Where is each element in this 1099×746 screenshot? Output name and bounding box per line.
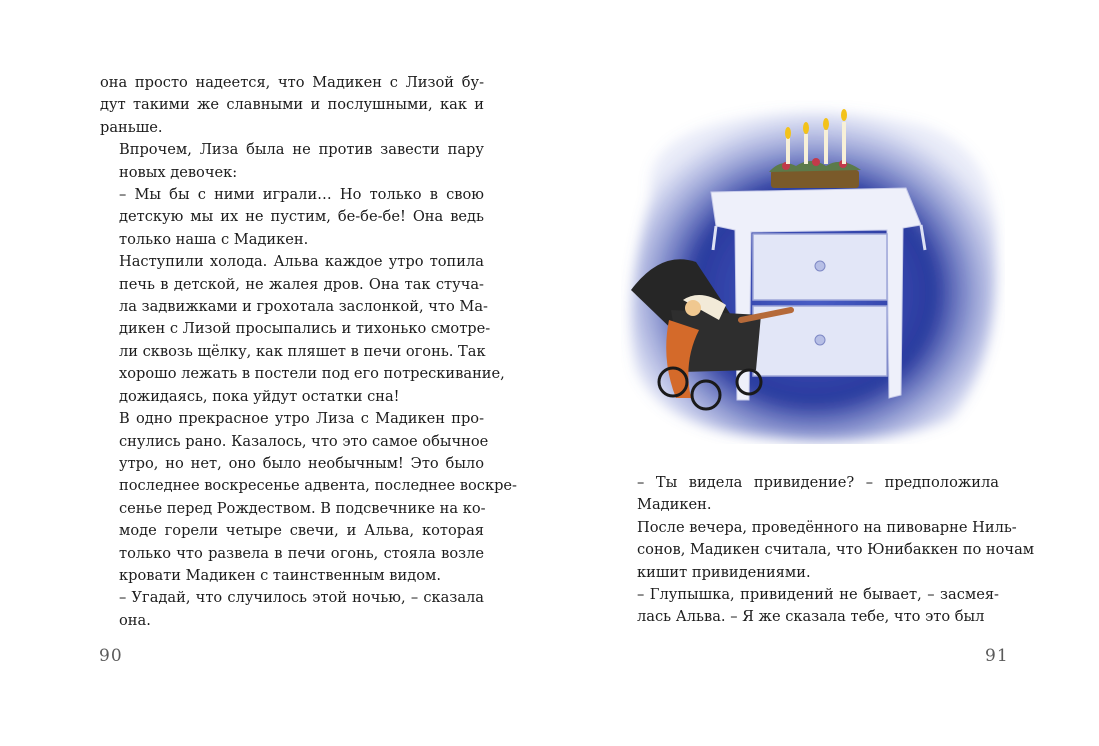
candle-flame-icon xyxy=(785,127,791,139)
text-line: моде горели четыре свечи, и Альва, которая xyxy=(119,522,484,540)
text-line: дожидаясь, пока уйдут остатки сна! xyxy=(119,387,400,405)
paragraph xyxy=(100,72,484,139)
text-line: – Угадай, что случилось этой ночью, – сказала xyxy=(119,589,484,607)
text-line: После вечера, проведённого на пивоварне Ниль- xyxy=(637,518,1017,536)
text-line: кишит привидениями. xyxy=(637,563,811,581)
paragraph xyxy=(618,472,999,517)
text-line: раньше. xyxy=(100,118,163,136)
paragraph xyxy=(100,251,505,408)
text-line: только наша с Мадикен. xyxy=(119,230,309,248)
text-line: дут такими же славными и послушными, как и xyxy=(100,96,484,114)
text-line: лась Альва. – Я же сказала тебе, что это был xyxy=(637,608,985,626)
candle-flame-icon xyxy=(803,122,809,134)
page-number-right: 91 xyxy=(985,646,1009,666)
text-line: ла задвижками и грохотала заслонкой, что Ма- xyxy=(119,298,488,316)
right-page-text xyxy=(618,472,1035,629)
text-line: сенье перед Рождеством. В подсвечнике на ко- xyxy=(119,499,486,517)
candle-flame-icon xyxy=(841,109,847,121)
illustration-pram-and-dresser xyxy=(621,100,1005,444)
paragraph xyxy=(618,584,999,629)
text-line: – Глупышка, привидений не бывает, – засмея- xyxy=(637,586,999,604)
drawer-knob-icon xyxy=(815,335,825,345)
text-line: детскую мы их не пустим, бе-бе-бе! Она ведь xyxy=(119,208,484,226)
left-page xyxy=(0,0,549,746)
drawer-knob-icon xyxy=(815,261,825,271)
right-page xyxy=(549,0,1099,746)
text-line: Впрочем, Лиза была не против завести пару xyxy=(119,141,484,159)
text-line: – Мы бы с ними играли… Но только в свою xyxy=(119,186,484,204)
paragraph xyxy=(100,408,517,587)
text-line: она просто надеется, что Мадикен с Лизой бу- xyxy=(100,74,484,91)
page-number-left: 90 xyxy=(99,646,123,666)
candle-flame-icon xyxy=(823,118,829,130)
text-line: последнее воскресенье адвента, последнее воскре- xyxy=(119,477,517,495)
text-line: новых девочек: xyxy=(119,163,238,181)
text-line: она. xyxy=(119,611,151,629)
text-line: снулись рано. Казалось, что это самое обычное xyxy=(119,432,489,450)
paragraph xyxy=(100,587,484,632)
text-line: Наступили холода. Альва каждое утро топила xyxy=(119,253,484,271)
text-line: – Ты видела привидение? – предположила xyxy=(637,474,999,491)
text-line: сонов, Мадикен считала, что Юнибаккен по ночам xyxy=(637,541,1035,559)
paragraph xyxy=(618,517,1035,584)
text-line: только что развела в печи огонь, стояла возле xyxy=(119,544,484,562)
paragraph xyxy=(100,139,484,184)
text-line: хорошо лежать в постели под его потрескивание, xyxy=(119,365,505,383)
text-line: ли сквозь щёлку, как пляшет в печи огонь. Так xyxy=(119,342,486,360)
text-line: Мадикен. xyxy=(637,496,712,514)
text-line: кровати Мадикен с таинственным видом. xyxy=(119,566,441,584)
text-line: В одно прекрасное утро Лиза с Мадикен про- xyxy=(119,410,484,428)
text-line: утро, но нет, оно было необычным! Это было xyxy=(119,454,484,472)
left-page-text xyxy=(100,72,517,632)
text-line: дикен с Лизой просыпались и тихонько смотре- xyxy=(119,320,491,338)
paragraph xyxy=(100,184,484,251)
text-line: печь в детской, не жалея дров. Она так стуча- xyxy=(119,275,484,293)
